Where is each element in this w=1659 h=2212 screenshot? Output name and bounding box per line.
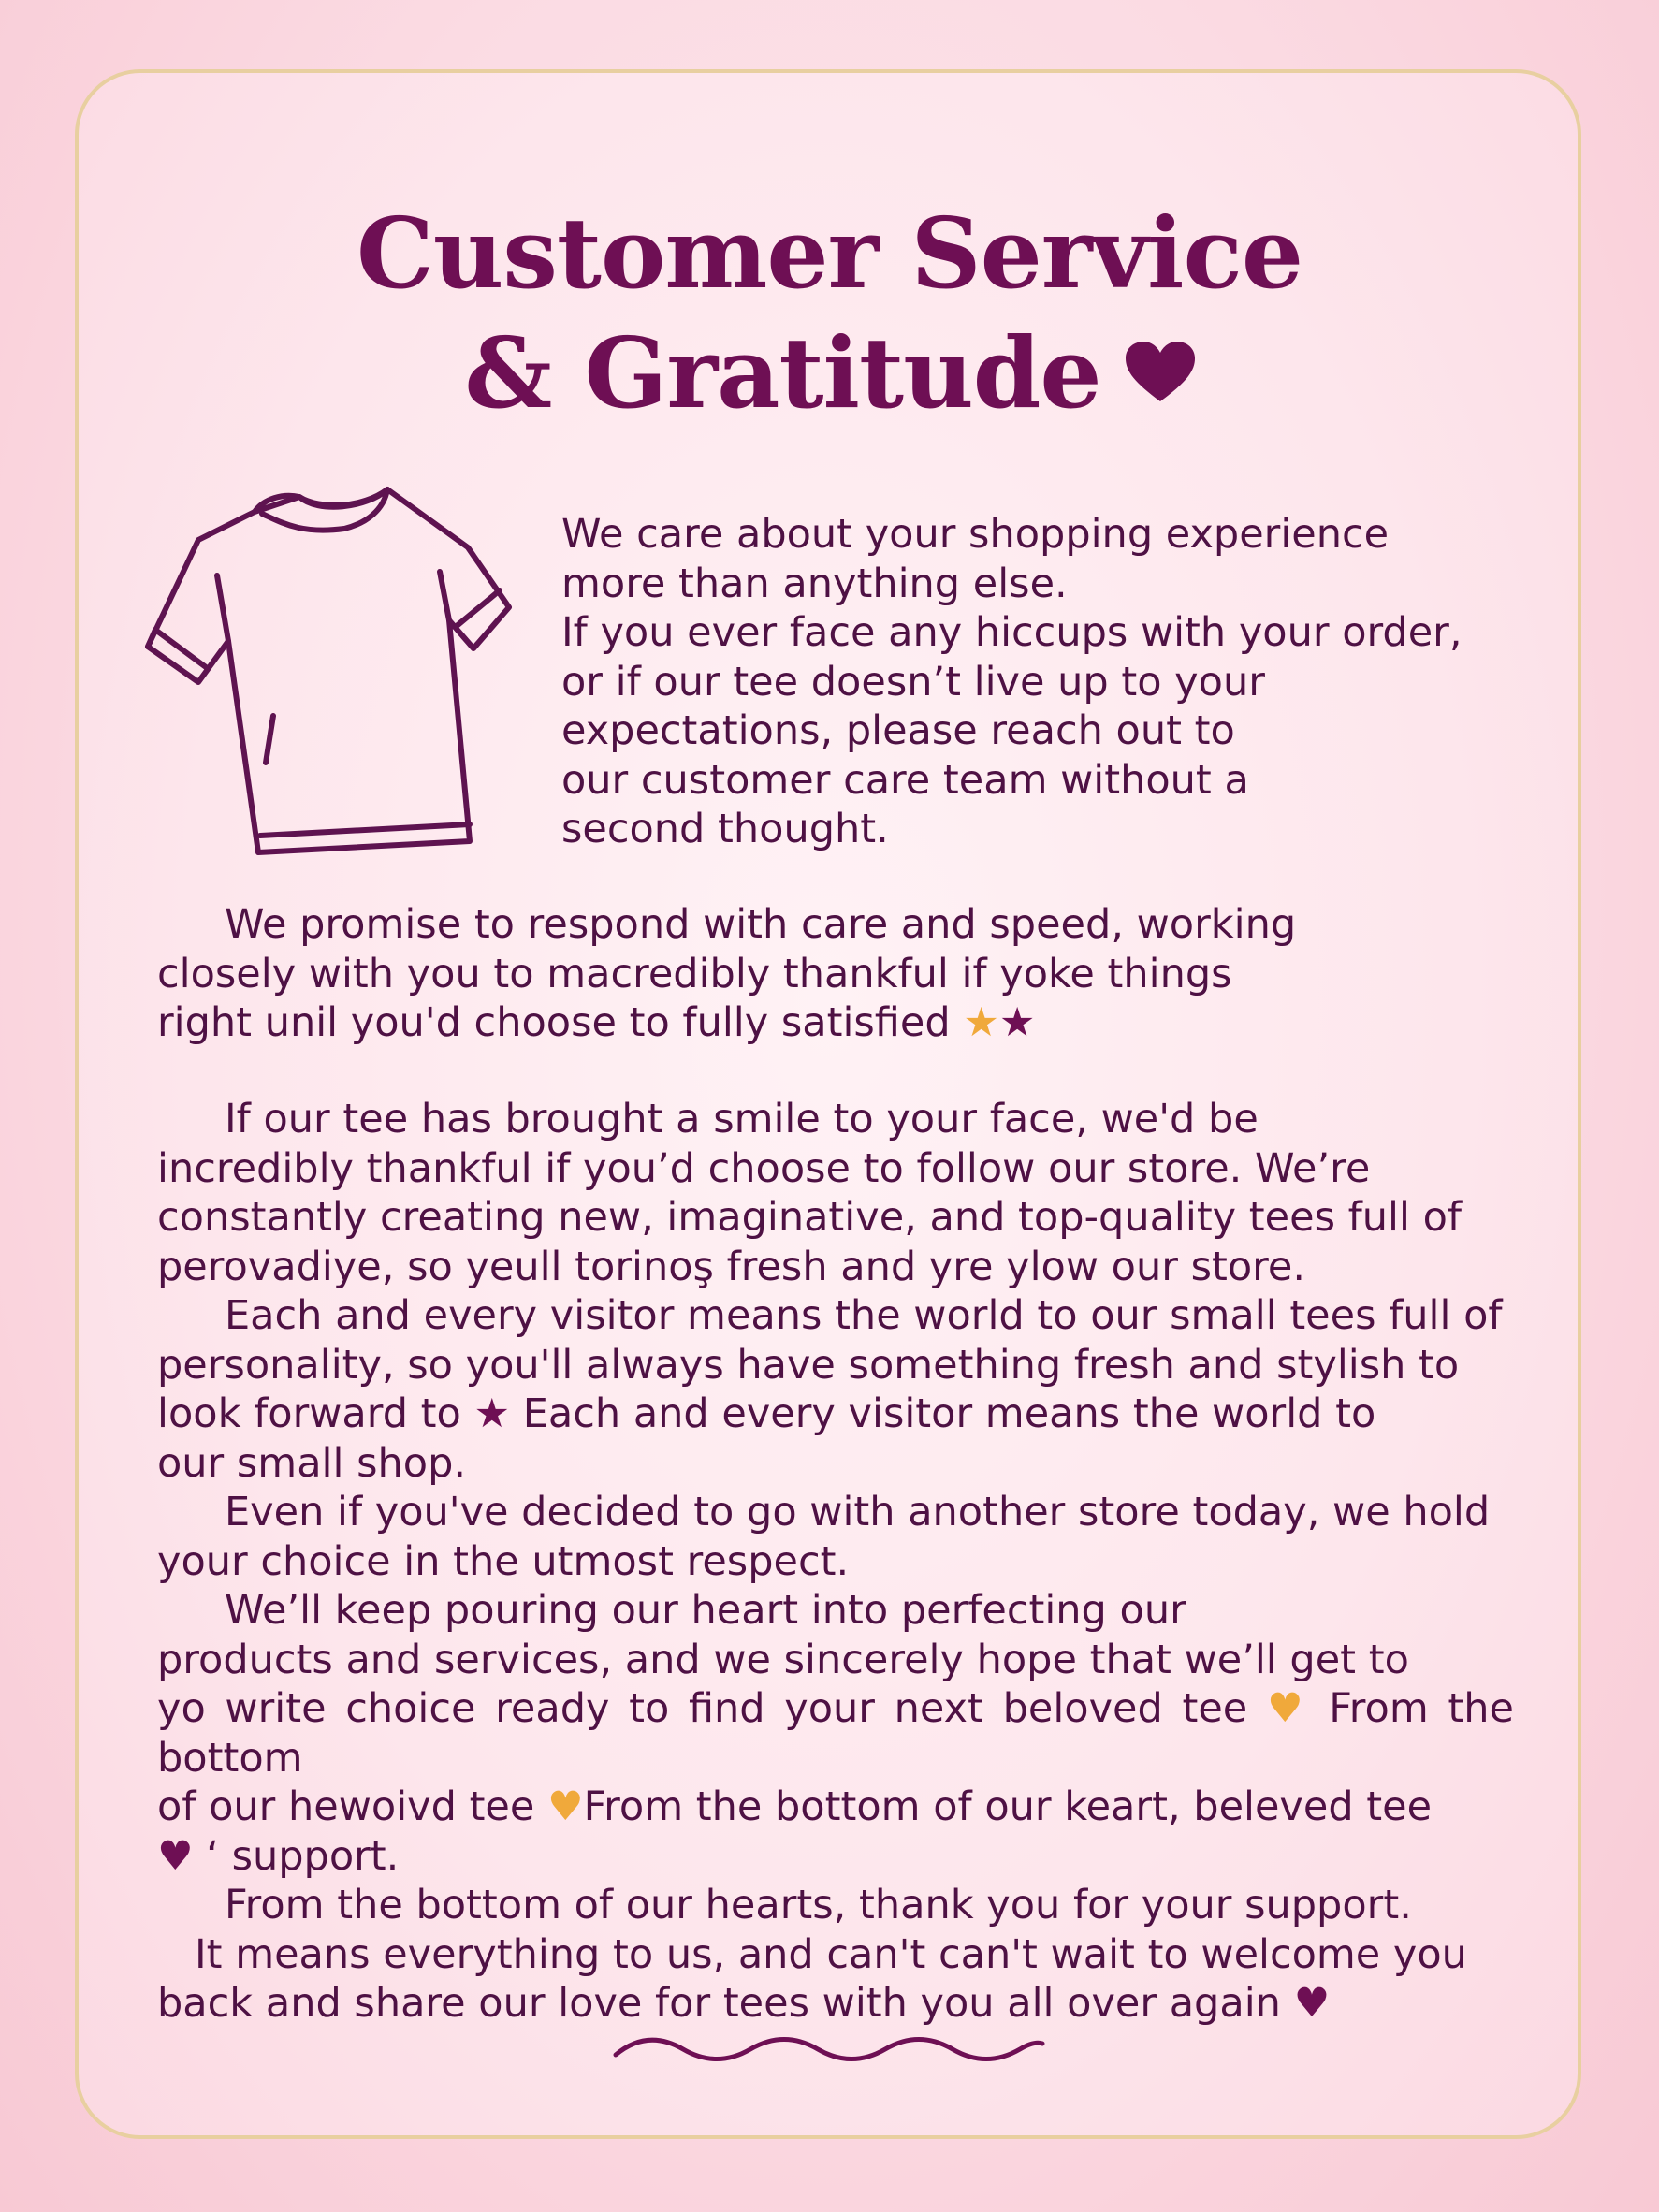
promise-line-2: closely with you to macredibly thankful if yoke things <box>157 950 1232 997</box>
follow-line-17: It means everything to us, and can't can't wait to welcome you <box>195 1930 1467 1978</box>
heart-icon: ♥ <box>547 1783 584 1830</box>
star-icon: ★ <box>998 999 1036 1046</box>
follow-paragraph <box>157 1095 1514 2029</box>
intro-line-6: our customer care team without a <box>561 756 1249 804</box>
page-title-line2-text: & Gratitude <box>464 315 1101 430</box>
intro-line-7: second thought. <box>561 806 889 852</box>
follow-line-7b: Each and every visitor means the world to <box>522 1390 1376 1437</box>
star-icon: ★ <box>963 999 999 1046</box>
intro-line-1: We care about your shopping experience <box>561 511 1390 558</box>
follow-line-2: incredibly thankful if you’d choose to follow our store. We’re <box>157 1144 1371 1192</box>
follow-line-12: products and services, and we sincerely hope that we’ll get to <box>157 1636 1409 1683</box>
intro-line-2: more than anything else. <box>561 560 1068 607</box>
follow-line-1: If our tee has brought a smile to your face, we'd be <box>225 1096 1259 1142</box>
promise-line-3-text: right unil you'd choose to fully satisfied <box>157 999 951 1046</box>
page-title-line2 <box>0 313 1659 434</box>
promise-paragraph <box>157 900 1514 1048</box>
follow-line-14a: of our hewoivd tee <box>157 1783 535 1830</box>
follow-line-13a: yo write choice ready to find your next beloved tee <box>157 1685 1248 1732</box>
follow-line-10: your choice in the utmost respect. <box>157 1537 850 1585</box>
heart-icon: ♥ <box>157 1832 194 1880</box>
follow-line-7a: look forward to <box>157 1390 461 1437</box>
follow-line-14b: From the bottom of our keart, beleved tee <box>583 1783 1433 1830</box>
heart-icon: ♥ <box>1293 1980 1331 2027</box>
follow-line-15-text: ‘ support. <box>206 1832 400 1880</box>
follow-line-11: We’ll keep pouring our heart into perfecting our <box>225 1587 1186 1634</box>
follow-line-16: From the bottom of our hearts, thank you for your support. <box>225 1882 1412 1928</box>
follow-line-5: Each and every visitor means the world to our small tees full of <box>225 1292 1503 1339</box>
follow-line-14 <box>157 1783 1514 1832</box>
follow-line-7 <box>157 1390 1514 1439</box>
follow-line-13 <box>157 1684 1514 1783</box>
promise-line-1: We promise to respond with care and speed, working <box>225 901 1297 948</box>
follow-line-18 <box>157 1979 1514 2029</box>
heart-icon: ♥ <box>1266 1685 1310 1732</box>
tshirt-outline-icon <box>142 482 517 864</box>
wave-divider-icon <box>612 2030 1046 2068</box>
heart-icon <box>1126 342 1195 403</box>
page-title-line1: Customer Service <box>356 196 1303 311</box>
intro-paragraph <box>561 510 1511 854</box>
follow-line-13b: From the bottom <box>157 1685 1514 1782</box>
follow-line-18-text: back and share our love for tees with you all over again <box>157 1980 1281 2027</box>
follow-line-3: constantly creating new, imaginative, and top-quality tees full of <box>157 1194 1463 1241</box>
follow-line-4: perovadiye, so yeull torinoş fresh and yre ylow our store. <box>157 1243 1305 1290</box>
intro-line-5: expectations, please reach out to <box>561 707 1235 754</box>
follow-line-15 <box>157 1832 1514 1882</box>
intro-line-3: If you ever face any hiccups with your order, <box>561 609 1463 656</box>
star-icon: ★ <box>473 1390 511 1437</box>
follow-line-8: our small shop. <box>157 1439 467 1487</box>
intro-line-4: or if our tee doesn’t live up to your <box>561 658 1265 706</box>
follow-line-9: Even if you've decided to go with another store today, we hold <box>225 1489 1491 1535</box>
follow-line-6: personality, so you'll always have something fresh and stylish to <box>157 1341 1460 1389</box>
promise-line-3 <box>157 998 1514 1048</box>
